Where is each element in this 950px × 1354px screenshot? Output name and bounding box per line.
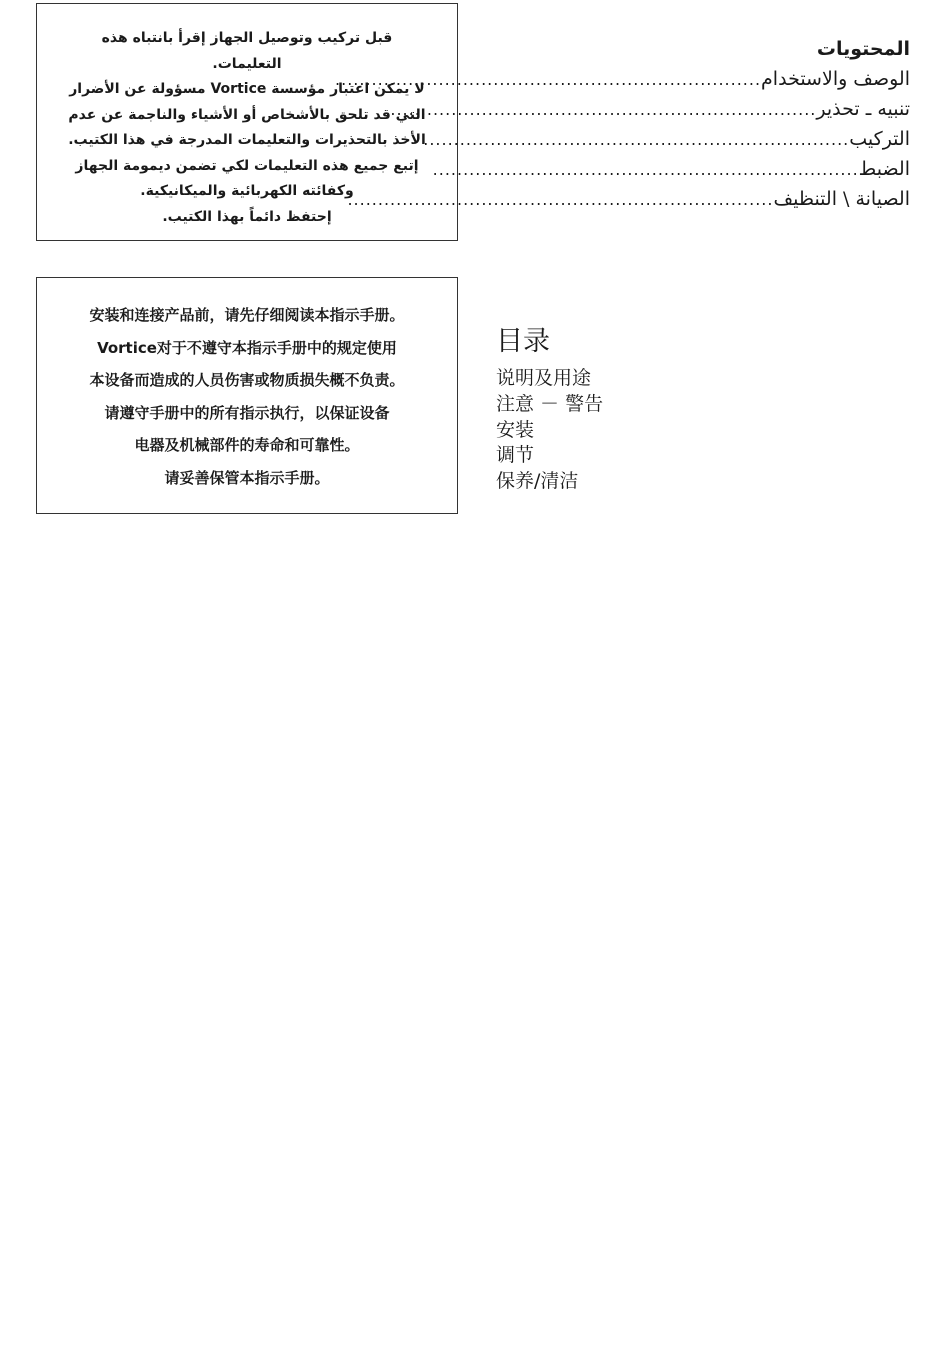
arabic-notice-line: الأخذ بالتحذيرات والتعليمات المدرجة في هذا الكتيب. [68, 132, 426, 148]
toc-arabic-item[interactable] [347, 184, 910, 214]
toc-chinese-item[interactable]: 说明及用途 [496, 367, 592, 389]
arabic-notice-line: وكفائته الكهربائية والميكانيكية. [140, 183, 354, 199]
toc-arabic-item-label: الوصف والاستخدام [761, 68, 910, 90]
toc-arabic-item[interactable] [423, 124, 910, 154]
toc-chinese-item[interactable]: 调节 [496, 444, 535, 467]
toc-arabic-item[interactable] [390, 94, 910, 124]
dot-leader: ...................................................................... [335, 70, 762, 89]
arabic-notice-line: التي قد تلحق بالأشخاص أو الأشياء والناجمة عن عدم [68, 106, 426, 123]
toc-chinese-item[interactable]: 保养/清洁 [496, 470, 579, 493]
toc-arabic-item-label: الصيانة \ التنظيف [773, 188, 910, 210]
chinese-notice-box [36, 277, 458, 514]
chinese-notice-line: 请遵守手册中的所有指示执行，以保证设备 [104, 403, 390, 422]
dot-leader: ...................................................................... [423, 130, 850, 149]
toc-chinese-item[interactable]: 安装 [496, 418, 535, 441]
dot-leader: ...................................................................... [390, 100, 817, 119]
toc-arabic-item-label: الضبط [858, 158, 910, 180]
chinese-notice-line: Vortice对于不遵守本指示手册中的规定使用 [97, 338, 397, 357]
toc-chinese [496, 322, 603, 495]
arabic-notice-line: قبل تركيب وتوصيل الجهاز إقرأ بانتباه هذه [101, 30, 393, 46]
toc-arabic-item[interactable] [432, 154, 910, 184]
arabic-notice-line: إحتفظ دائماً بهذا الكتيب. [162, 208, 332, 225]
toc-arabic [335, 34, 910, 214]
toc-chinese-item[interactable]: 注意 － 警告 [496, 392, 604, 415]
chinese-notice-line: 电器及机械部件的寿命和可靠性。 [134, 436, 360, 455]
arabic-notice-line: لا يمكن اعتبار مؤسسة Vortice مسؤولة عن الأضرار [69, 81, 425, 97]
toc-chinese-heading: 目录 [496, 326, 550, 357]
toc-arabic-item-label: التركيب [849, 128, 910, 150]
arabic-notice-line: التعليمات. [212, 55, 282, 72]
dot-leader: ...................................................................... [432, 160, 859, 179]
chinese-notice-text [47, 299, 447, 495]
chinese-notice-line: 请妥善保管本指示手册。 [164, 468, 330, 487]
toc-arabic-heading: المحتويات [816, 38, 910, 60]
toc-arabic-item-label: تنبيه ـ تحذير [816, 98, 910, 120]
arabic-notice-line: إتبع جميع هذه التعليمات لكي تضمن ديمومة الجهاز [75, 157, 419, 174]
chinese-notice-line: 安装和连接产品前，请先仔细阅读本指示手册。 [89, 306, 405, 324]
toc-arabic-item[interactable] [335, 64, 910, 94]
dot-leader: ...................................................................... [347, 190, 774, 209]
chinese-notice-line: 本设备而造成的人员伤害或物质损失概不负责。 [89, 371, 405, 390]
